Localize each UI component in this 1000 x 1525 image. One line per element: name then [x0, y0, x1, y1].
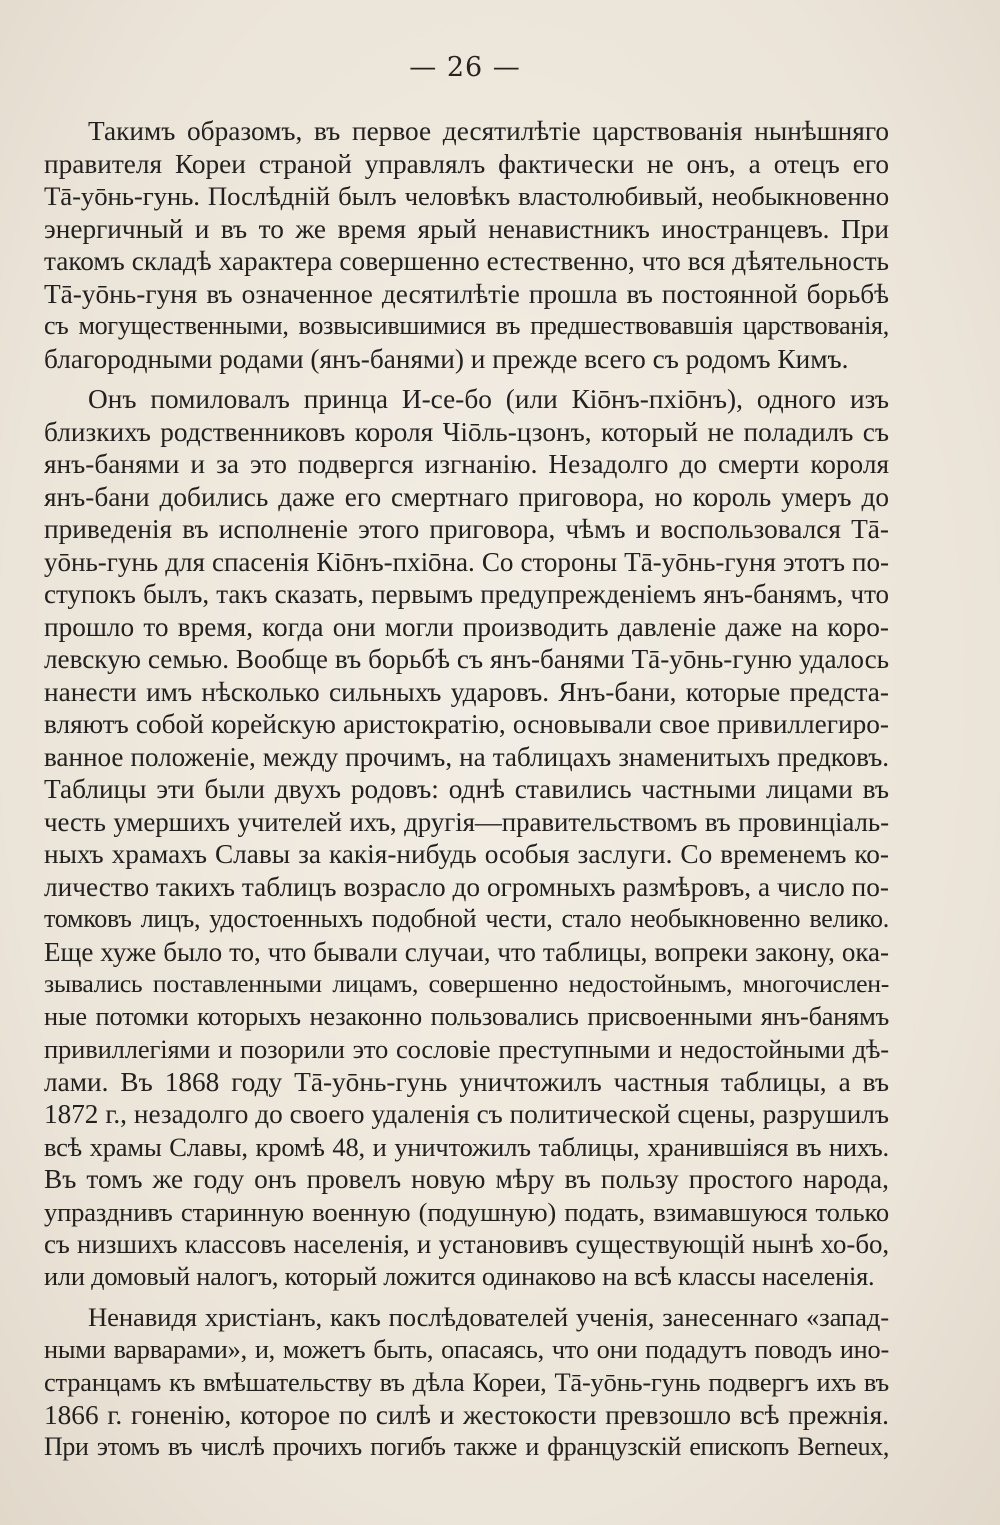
text-line: ванное положеніе, между прочимъ, на таблицахъ знаменитыхъ предковъ. — [44, 741, 889, 772]
paragraph — [44, 115, 889, 375]
text-line: съ низшихъ классовъ населенія, и установивъ существующій нынѣ хо-бо, — [44, 1229, 889, 1259]
text-line: лами. Въ 1868 году Тā-уōнь-гунь уничтожилъ частныя таблицы, а въ — [44, 1066, 889, 1097]
text-line: личество такихъ таблицъ возрасло до огромныхъ размѣровъ, а число по- — [44, 871, 889, 902]
text-line: близкихъ родственниковъ короля Чіōль-цзонъ, который не поладилъ съ — [44, 416, 889, 447]
text-line: съ могущественными, возвысившимися въ предшествовавшія царствованія, — [44, 311, 889, 340]
text-line: упразднивъ старинную военную (подушную) подать, взимавшуюся только — [44, 1196, 889, 1227]
text-line: нанести имъ нѣсколько сильныхъ ударовъ. Янъ-бани, которые предста- — [44, 676, 889, 707]
paragraph-gap — [44, 1293, 889, 1301]
text-line: Таблицы эти были двухъ родовъ: однѣ ставились частными лицами въ — [44, 774, 889, 804]
text-line: вляютъ собой корейскую аристократію, основывали свое привиллегиро- — [44, 709, 889, 739]
paragraph — [44, 1301, 889, 1464]
text-line: всѣ храмы Славы, кромѣ 48, и уничтожилъ таблицы, хранившіяся въ нихъ. — [44, 1131, 889, 1162]
text-line: честь умершихъ учителей ихъ, другія—правительствомъ въ провинціаль- — [44, 806, 889, 837]
text-line: Тā-уōнь-гунь. Послѣдній былъ человѣкъ властолюбивый, необыкновенно — [44, 181, 889, 211]
page-number: — 26 — — [409, 52, 521, 83]
text-line: или домовый налогъ, который ложится одинаково на всѣ классы населенія. — [44, 1261, 875, 1291]
text-line: Еще хуже было то, что бывали случаи, что таблицы, вопреки закону, ока- — [44, 936, 889, 967]
text-line: При этомъ въ числѣ прочихъ погибъ также и французскій епископъ Berneux, — [44, 1432, 889, 1461]
text-line: янъ-банями и за это подвергся изгнанію. Незадолго до смерти короля — [44, 449, 889, 479]
paragraph-gap — [44, 375, 889, 383]
text-line: левскую семью. Вообще въ борьбѣ съ янъ-банями Тā-уōнь-гуню удалось — [44, 644, 889, 674]
text-line: зывались поставленными лицамъ, совершенно недостойнымъ, многочислен- — [44, 969, 889, 998]
text-line: 1872 г., незадолго до своего удаленія съ политической сцены, разрушилъ — [44, 1099, 889, 1129]
text-line: Такимъ образомъ, въ первое десятилѣтіе царствованія нынѣшняго — [88, 116, 889, 146]
text-line: такомъ складѣ характера совершенно естественно, что вся дѣятельность — [44, 246, 889, 276]
body-text — [44, 115, 889, 1464]
text-line: уōнь-гунь для спасенія Кіōнъ-пхіōна. Со стороны Тā-уōнь-гуня этотъ по- — [44, 546, 889, 577]
text-line: томковъ лицъ, удостоенныхъ подобной чести, стало необыкновенно велико. — [44, 904, 889, 933]
text-line: Въ томъ же году онъ провелъ новую мѣру въ пользу простого народа, — [44, 1164, 889, 1194]
text-line: ными варварами», и, можетъ быть, опасаясь, что они подадутъ поводъ ино- — [44, 1334, 889, 1364]
text-line: 1866 г. гоненію, которое по силѣ и жестокости превзошло всѣ прежнія. — [44, 1399, 889, 1430]
text-line: Онъ помиловалъ принца И-се-бо (или Кіōнъ-пхіōнъ), одного изъ — [88, 384, 889, 414]
text-line: привиллегіями и позорили это сословіе преступными и недостойными дѣ- — [44, 1034, 889, 1064]
text-line: Ненавидя христіанъ, какъ послѣдователей ученія, занесеннаго «запад- — [88, 1302, 889, 1332]
text-line: ныхъ храмахъ Славы за какія-нибудь особыя заслуги. Со временемъ ко- — [44, 839, 889, 869]
text-line: ступокъ былъ, такъ сказать, первымъ предупрежденіемъ янъ-банямъ, что — [44, 579, 889, 609]
paragraph — [44, 383, 889, 1293]
text-line: янъ-бани добились даже его смертнаго приговора, но король умеръ до — [44, 481, 889, 512]
text-line: благородными родами (янъ-банями) и прежде всего съ родомъ Кимъ. — [44, 343, 849, 374]
text-line: энергичный и въ то же время ярый ненавистникъ иностранцевъ. При — [44, 213, 889, 244]
text-line: приведенія въ исполненіе этого приговора, чѣмъ и воспользовался Тā- — [44, 514, 889, 544]
text-line: прошло то время, когда они могли производить давленіе даже на коро- — [44, 611, 889, 642]
text-line: Тā-уōнь-гуня въ означенное десятилѣтіе прошла въ постоянной борьбѣ — [44, 278, 889, 309]
text-line: правителя Кореи страной управлялъ фактически не онъ, а отецъ его — [44, 148, 889, 179]
text-line: ные потомки которыхъ незаконно пользовались присвоенными янъ-банямъ — [44, 1001, 889, 1031]
text-line: странцамъ къ вмѣшательству въ дѣла Кореи, Тā-уōнь-гунь подвергъ ихъ въ — [44, 1367, 889, 1397]
